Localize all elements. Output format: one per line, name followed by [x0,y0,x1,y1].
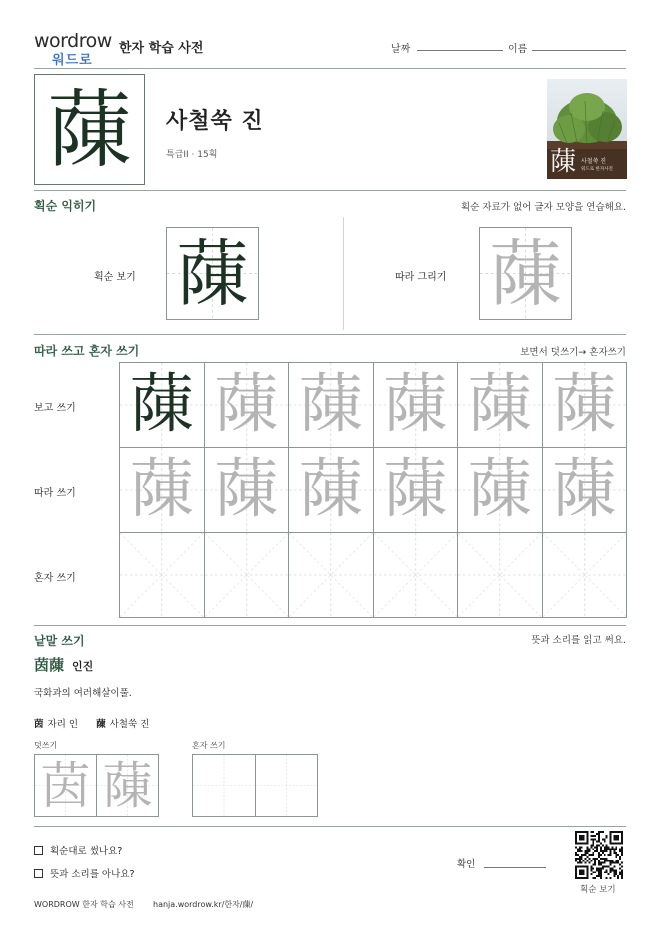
practice-cell[interactable] [204,447,290,533]
stroke-view-character: 蔯 [176,231,249,316]
word-trace-label: 덧쓰기 [34,741,58,750]
photo-character: 蔯 [550,147,577,177]
practice-character: 蔯 [214,453,279,527]
practice-cell[interactable] [373,447,459,533]
stroke-divider [34,334,626,335]
plant-photo [547,79,627,179]
practice-cell[interactable] [119,532,205,618]
qr-code-icon[interactable] [575,831,623,879]
row-label-alone: 혼자 쓰기 [34,573,76,584]
practice-cell[interactable] [542,362,628,448]
practice-character: 蔯 [467,453,532,527]
word-trace-character: 蔯 [102,756,153,815]
guide-lines [256,755,317,816]
word-alone-label: 혼자 쓰기 [192,741,226,750]
word-alone-box[interactable] [192,754,256,817]
practice-cell[interactable] [373,362,459,448]
char-hanja: 蔯 [96,719,106,730]
guide-lines [458,533,542,617]
practice-character: 蔯 [552,453,617,527]
practice-cell[interactable] [457,532,543,618]
char-hanja: 茵 [34,719,44,730]
hero-character: 蔯 [47,80,132,179]
logo-korean: 워드로 [52,53,93,68]
practice-cell[interactable] [457,362,543,448]
wordrow-logo [34,30,114,68]
stroke-section-title: 획순 익히기 [34,199,97,213]
practice-character: 蔯 [129,368,194,442]
name-label: 이름 [508,44,528,55]
footer-url[interactable]: hanja.wordrow.kr/한자/蔯/ [153,900,254,909]
hero-character-box [34,74,145,185]
checklist-item[interactable] [34,866,135,880]
practice-character: 蔯 [383,453,448,527]
practice-grid[interactable] [119,362,626,617]
practice-character: 蔯 [552,368,617,442]
practice-cell[interactable] [119,362,205,448]
practice-cell[interactable] [288,532,374,618]
hero-name: 사철쑥 진 [166,109,264,134]
practice-character: 蔯 [129,453,194,527]
practice-cell[interactable] [119,447,205,533]
trace-box[interactable] [479,227,572,320]
hero-meta: 특급II · 15획 [166,150,218,160]
char-meaning: 자리 인 [47,719,79,730]
photo-caption-name: 사철쑥 진 [581,158,607,165]
practice-character: 蔯 [214,368,279,442]
practice-divider [34,625,626,626]
word-section-title: 낱말 쓰기 [34,634,85,648]
word-definition: 국화과의 여러해살이풀. [34,688,132,699]
checklist-text: 획순대로 썼나요? [50,846,123,857]
trace-label: 따라 그리기 [395,272,447,283]
practice-cell[interactable] [542,447,628,533]
practice-cell[interactable] [457,447,543,533]
practice-character: 蔯 [298,453,363,527]
confirm-label: 확인 [457,859,476,870]
guide-lines [289,533,373,617]
practice-character: 蔯 [298,368,363,442]
guide-lines [374,533,458,617]
photo-caption-source: 워드로 한자사전 [581,167,613,172]
qr-code-graphic [575,831,623,879]
practice-section-title: 따라 쓰고 혼자 쓰기 [34,344,140,358]
practice-cell[interactable] [373,532,459,618]
document-title: 한자 학습 사전 [119,41,204,56]
checklist-text: 뜻과 소리를 아나요? [50,869,135,880]
word-trace-box[interactable] [96,754,159,817]
word-char-meanings [34,716,149,730]
checkbox[interactable] [34,869,43,878]
practice-cell[interactable] [204,362,290,448]
confirm-line [484,867,546,868]
practice-cell[interactable] [542,532,628,618]
hero-divider [34,190,626,191]
name-field-line [532,50,626,51]
qr-label: 획순 보기 [580,885,616,895]
word-reading: 인진 [72,660,94,673]
word-section-note: 뜻과 소리를 읽고 써요. [531,635,626,646]
guide-lines [193,755,255,816]
checkbox[interactable] [34,846,43,855]
checklist-item[interactable] [34,843,122,857]
logo-wordmark: wordrow [34,30,112,52]
practice-character: 蔯 [467,368,532,442]
practice-cell[interactable] [288,362,374,448]
stroke-view-box [166,227,259,320]
row-label-look: 보고 쓰기 [34,403,76,414]
word-trace-character: 茵 [40,756,91,815]
practice-section-note: 보면서 덧쓰기→ 혼자쓰기 [520,347,626,358]
date-field-line [417,50,503,51]
stroke-view-label: 획순 보기 [94,272,136,283]
word-trace-box[interactable] [34,754,97,817]
word-divider [34,826,626,827]
practice-cell[interactable] [204,532,290,618]
guide-lines [205,533,289,617]
char-meaning: 사철쑥 진 [109,719,150,730]
row-label-trace: 따라 쓰기 [34,488,76,499]
stroke-section-note: 획순 자료가 없어 글자 모양을 연습해요. [461,202,626,213]
practice-cell[interactable] [288,447,374,533]
practice-character: 蔯 [383,368,448,442]
guide-lines [120,533,204,617]
footer-brand: WORDROW 한자 학습 사전 [34,900,134,909]
word-hanja: 茵蔯 [34,656,65,674]
header-divider [34,68,626,69]
word-alone-box[interactable] [255,754,318,817]
guide-lines [543,533,627,617]
trace-character: 蔯 [489,231,562,316]
stroke-section-separator [343,217,344,330]
date-label: 날짜 [391,44,411,55]
